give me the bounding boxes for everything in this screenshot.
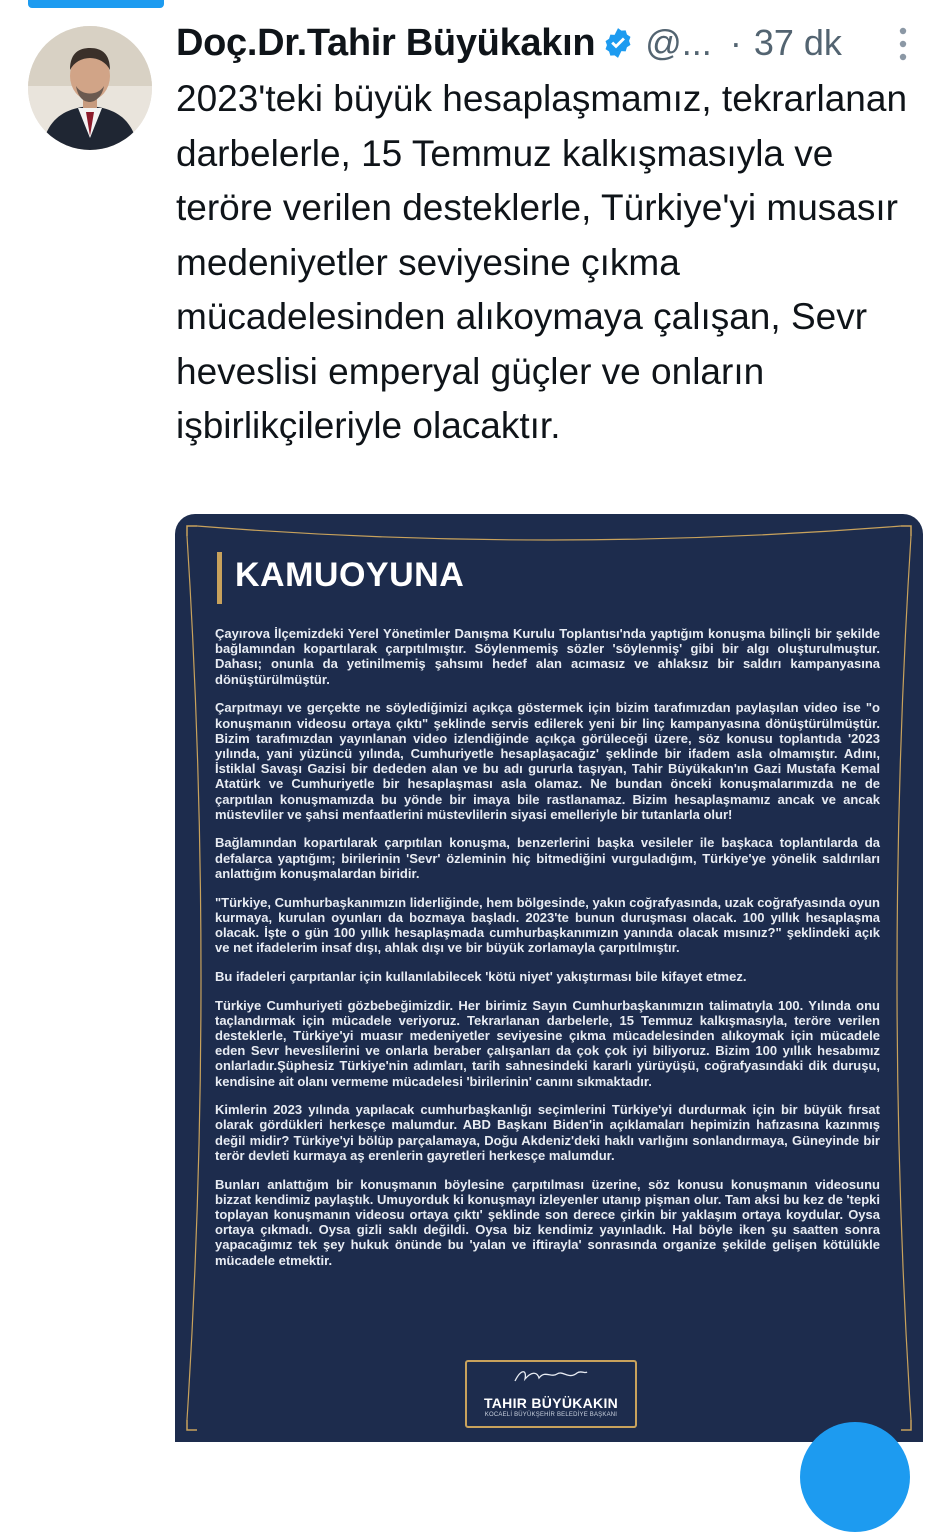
timestamp[interactable]: 37 dk [753, 22, 842, 63]
document-paragraph: Çarpıtmayı ve gerçekte ne söylediğimizi açıkça göstermek için bizim tarafımızdan paylaşılan video ise "o konuşmanın videosu ortaya çıktı" şeklinde servis edilerek yeni bir linç kampanyasına dönüştürülmüştür. Bizim tarafımızdan yayınlanan video izlendiğinde açıkça görüleceği üzere, söz konusu toplantıda '2023 yılında, yani yüzüncü yılında, Cumhuriyetle hesaplaşacağız' şeklinde bir ifadem asla olmamıştır. Adını, İstiklal Savaşı Gazisi bir dededen alan ve bu adı gururla taşıyan, Tahir Büyükakın'ın Gazi Mustafa Kemal Atatürk ve Cumhuriyetle bir hesaplaşması asla olamaz. Ne bundan önceki konuşmalarımızda ne de çarpıtılan konuşmamızda bu yönde bir imaya bile rastlanamaz. Bizim hesaplaşmamız ancak ve ancak müstevliler ve şahsi menfaatlerini müstevlilerin siyasi emelleriyle bir tutanlarla olur! [215, 700, 880, 822]
document-paragraph: Bağlamından kopartılarak çarpıtılan konuşma, benzerlerini başka vesileler ile başkaca toplantılarda da defalarca yaptığım; birilerinin 'Sevr' özleminin hiç bitmediğini vurguladığım, Türkiye'ye yönelik saldırıları anlattığım konuşmalardan biridir. [215, 835, 880, 881]
avatar[interactable] [28, 26, 152, 150]
signature-block [465, 1360, 637, 1428]
handwritten-signature [511, 1366, 591, 1386]
separator-dot: · [729, 22, 742, 63]
document-body [215, 626, 880, 1281]
document-paragraph: Kimlerin 2023 yılında yapılacak cumhurbaşkanlığı seçimlerini Türkiye'yi durdurmak için bir büyük fırsat olarak gördükleri herkesçe malumdur. ABD Başkanı Biden'in açıklamaları hepimizin hafızasına kazınmış değil midir? Türkiye'yi bölüp parçalamaya, Doğu Akdeniz'deki haklı varlığını sonlandırmaya, Güneyinde bir terör devleti kurmaya aş erenlerin gayretleri herkesçe malumdur. [215, 1102, 880, 1163]
author-name[interactable]: Doç.Dr.Tahir Büyükakın [176, 21, 596, 64]
tweet-text: 2023'teki büyük hesaplaşmamız, tekrarlanan darbelerle, 15 Temmuz kalkışmasıyla ve teröre verilen desteklerle, Türkiye'yi musasır medeniyetler seviyesine çıkma mücadelesinden alıkoymaya çalışan, Sevr heveslisi emperyal güçler ve onların işbirlikçileriyle olacaktır. [176, 78, 908, 446]
signature-name: TAHIR BÜYÜKAKIN [483, 1395, 619, 1411]
more-options-icon[interactable] [898, 26, 908, 62]
tweet-header [176, 18, 926, 68]
verified-badge-icon [601, 26, 635, 60]
document-paragraph: Bunları anlattığım bir konuşmanın böylesine çarpıtılması üzerine, söz konusu konuşmanın videosunu bizzat kendimiz paylaştık. Umuyorduk ki konuşmayı izleyenler utanıp pişman olur. Tam aksi bu kez de 'tepki toplayan konuşmanın videosu ortaya çıktı' şeklinde son derece çirkin bir yaklaşım ortaya koydular. Oysa ortaya çıkmadı. Oysa gizli saklı değildi. Oysa biz kendimiz yayınladık. Hal böyle iken şu saatten sonra yapacağımız tek şey hukuk önünde bu 'yalan ve iftirayla' sonrasında organize şekilde gelişen kötülükle mücadele etmektir. [215, 1176, 880, 1268]
document-paragraph: Çayırova İlçemizdeki Yerel Yönetimler Danışma Kurulu Toplantısı'nda yaptığım konuşma bilinçli bir şekilde bağlamından kopartılarak çarpıtılmıştır. Söylenmemiş sözler 'söylenmiş' gibi bir algı oluşturulmuştur. Dahası; onunla da yetinilmemiş şahsımı hedef alan acımasız ve ahlaksız bir saldırı kampanyasına dönüştürülmüştür. [215, 626, 880, 687]
signature-title: KOCAELİ BÜYÜKŞEHİR BELEDİYE BAŞKANI [484, 1412, 618, 1418]
document-title: KAMUOYUNA [235, 556, 465, 594]
profile-photo [28, 26, 152, 150]
author-handle[interactable]: @... [645, 22, 712, 63]
document-paragraph: Türkiye Cumhuriyeti gözbebeğimizdir. Her birimiz Sayın Cumhurbaşkanımızın talimatıyla 100. Yılında onu taçlandırmak için mücadele veriyoruz. Tekrarlanan darbelerle, 15 Temmuz kalkışmasıyla, teröre verilen desteklerle, Türkiye'yi muasır medeniyetler seviyesine çıkma mücadelesinden alıkoymak için mücadele eden Sevr heveslilerini ve onlarla beraber çalışanları da çok çok iyi biliyoruz. Bizim 100 yıllık hesabımız onlarladır.Şüphesiz Türkiye'nin adımları, tarih sahnesindeki kararlı yürüyüşü, coğrafyasındaki dik duruşu, kendisine ait olanı vermeme mücadelesi 'birilerinin' canını sıkmaktadır. [215, 997, 880, 1089]
document-paragraph: "Türkiye, Cumhurbaşkanımızın liderliğinde, hem bölgesinde, yakın coğrafyasında, uzak coğrafyasında oyun kurmaya, kurulan oyunları da bozmaya başladı. 2023'te bunun duruşması olacak. 100 yıllık hesaplaşma olacak. İşte o gün 100 yıllık hesaplaşmada cumhurbaşkanımızın yanında olacak mısınız?" şeklindeki açık ve net ifadelerim insaf dışı, ahlak dışı ve bir büyük zorlamayla çarpıtılmıştır. [215, 894, 880, 956]
compose-button[interactable] [800, 1422, 910, 1532]
top-indicator-bar [28, 0, 164, 8]
tweet-media-image[interactable] [175, 514, 923, 1442]
title-accent-bar [217, 552, 222, 604]
document-paragraph: Bu ifadeleri çarpıtanlar için kullanılabilecek 'kötü niyet' yakıştırması bile kifayet etmez. [215, 968, 747, 984]
